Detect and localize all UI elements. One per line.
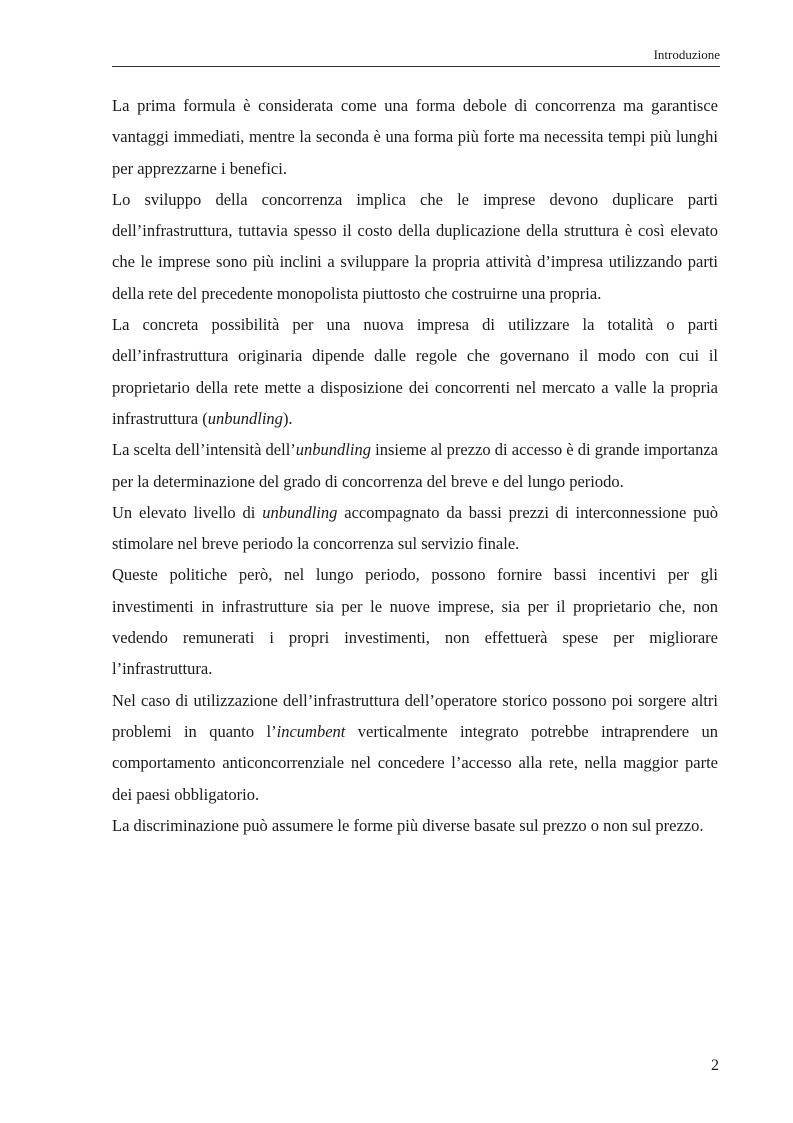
paragraph <box>112 309 718 434</box>
body-text <box>112 90 718 841</box>
paragraph <box>112 810 718 841</box>
text-run: Un elevato livello di <box>112 502 263 522</box>
paragraph <box>112 434 718 497</box>
text-run: La concreta possibilità per una nuova impresa di utilizzare la totalità o parti dell’infrastruttura originaria dipende dalle regole che governano il modo con cui il proprietario della rete mette a disposizione dei concorrenti nel mercato a valle la propria infrastruttura ( <box>112 315 718 428</box>
italic-term: unbundling <box>207 408 283 428</box>
text-run: Queste politiche però, nel lungo periodo, possono fornire bassi incentivi per gli investimenti in infrastrutture sia per le nuove imprese, sia per il proprietario che, non vedendo remunerati i propri investimenti, non effettuerà spese per migliorare l’infrastruttura. <box>112 565 718 679</box>
running-header <box>112 48 720 67</box>
text-run: Lo sviluppo della concorrenza implica che le imprese devono duplicare parti dell’infrastruttura, tuttavia spesso il costo della duplicazione della struttura è così elevato che le imprese sono più inclini a sviluppare la propria attività d’impresa utilizzando parti della rete del precedente monopolista piuttosto che costruirne una propria. <box>112 189 718 303</box>
text-run: Nel caso di utilizzazione dell’infrastruttura dell’operatore storico possono poi sorgere altri problemi in quanto l’ <box>112 690 718 741</box>
section-title: Introduzione <box>653 47 720 62</box>
paragraph <box>112 559 718 684</box>
text-run: La scelta dell’intensità dell’ <box>112 440 296 460</box>
text-run: La discriminazione può assumere le forme più diverse basate sul prezzo o non sul prezzo. <box>112 815 704 835</box>
paragraph <box>112 685 718 810</box>
italic-term: unbundling <box>295 440 371 460</box>
text-run: La prima formula è considerata come una forma debole di concorrenza ma garantisce vantaggi immediati, mentre la seconda è una forma più forte ma necessita tempi più lunghi per apprezzarne i benefici. <box>112 96 718 178</box>
text-run: verticalmente integrato potrebbe intraprendere un comportamento anticoncorrenziale nel concedere l’accesso alla rete, nella maggior parte dei paesi obbligatorio. <box>112 721 718 804</box>
italic-term: incumbent <box>276 721 346 741</box>
paragraph <box>112 90 718 184</box>
italic-term: unbundling <box>262 502 338 522</box>
page-number: 2 <box>711 1057 719 1074</box>
text-run: ). <box>282 408 293 428</box>
text-run: accompagnato da bassi prezzi di interconnessione può stimolare nel breve periodo la concorrenza sul servizio finale. <box>112 502 718 554</box>
paragraph <box>112 497 718 560</box>
text-run: insieme al prezzo di accesso è di grande importanza per la determinazione del grado di concorrenza del breve e del lungo periodo. <box>112 440 718 491</box>
paragraph <box>112 184 718 309</box>
